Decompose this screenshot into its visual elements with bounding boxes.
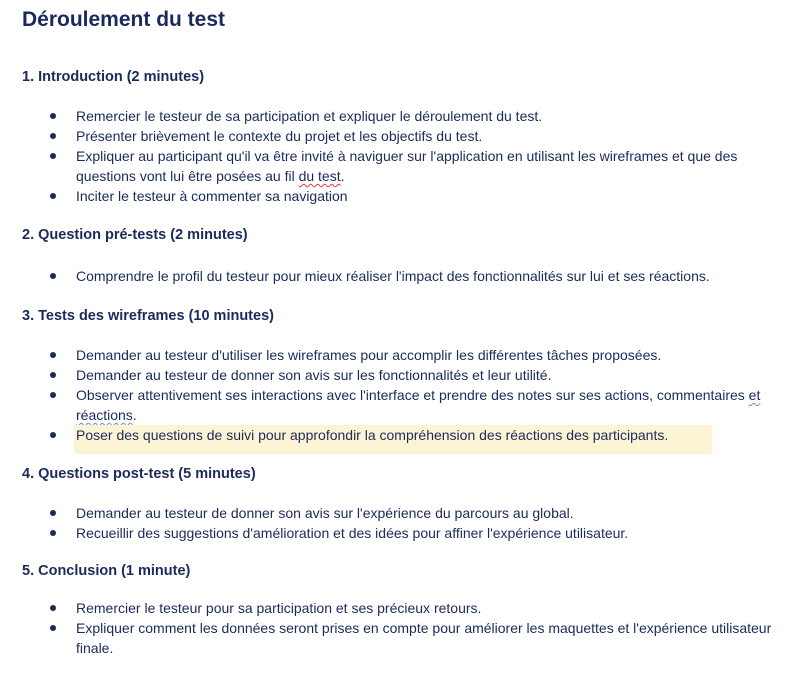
list-item: Observer attentivement ses interactions avec l'interface et prendre des notes sur ses actions, commentaires et réactions. [22,385,772,425]
bullet-icon [50,625,56,631]
list-item-highlighted [22,425,772,454]
section-heading: 5. Conclusion (1 minute) [22,563,191,579]
grammar-marked-text[interactable]: et réactions [76,387,761,423]
bullet-list [22,598,772,658]
bullet-icon [50,392,56,398]
bullet-icon [50,193,56,199]
list-item: Demander au testeur de donner son avis sur les fonctionnalités et leur utilité. [22,365,772,385]
section-conclusion [22,562,772,656]
list-item: Demander au testeur de donner son avis sur l'expérience du parcours au global. [22,503,772,523]
section-heading: 4. Questions post-test (5 minutes) [22,466,256,482]
bullet-icon [50,510,56,516]
section-wireframes [22,307,772,443]
bullet-icon [50,133,56,139]
list-item: Expliquer au participant qu'il va être invité à naviguer sur l'application en utilisant les wireframes et que des questions vont lui être posées au fil du test. [22,146,772,186]
bullet-list [22,106,772,206]
list-item: Recueillir des suggestions d'amélioration et des idées pour affiner l'expérience utilisateur. [22,523,772,543]
section-heading: 2. Question pré-tests (2 minutes) [22,227,248,243]
spellcheck-marked-text[interactable]: du test [298,168,341,184]
bullet-list [22,345,772,454]
bullet-list [22,266,772,286]
section-introduction [22,68,772,204]
bullet-icon [50,530,56,536]
section-pre-test [22,226,772,284]
section-heading: 3. Tests des wireframes (10 minutes) [22,308,274,324]
bullet-icon [50,352,56,358]
list-item: Inciter le testeur à commenter sa navigation [22,186,772,206]
section-post-test [22,465,772,541]
list-item: Expliquer comment les données seront prises en compte pour améliorer les maquettes et l'expérience utilisateur finale. [22,618,772,658]
bullet-icon [50,273,56,279]
bullet-icon [50,113,56,119]
bullet-icon [50,372,56,378]
bullet-icon [50,153,56,159]
document-title: Déroulement du test [22,8,226,31]
list-item: Demander au testeur d'utiliser les wireframes pour accomplir les différentes tâches proposées. [22,345,772,365]
list-item: Comprendre le profil du testeur pour mieux réaliser l'impact des fonctionnalités sur lui et ses réactions. [22,266,772,286]
bullet-list [22,503,772,543]
list-item: Remercier le testeur de sa participation et expliquer le déroulement du test. [22,106,772,126]
section-heading: 1. Introduction (2 minutes) [22,69,205,85]
list-item: Présenter brièvement le contexte du projet et les objectifs du test. [22,126,772,146]
bullet-icon [50,432,56,438]
bullet-icon [50,605,56,611]
highlighted-text: Poser des questions de suivi pour approfondir la compréhension des réactions des participants. [74,425,712,454]
list-item: Remercier le testeur pour sa participation et ses précieux retours. [22,598,772,618]
